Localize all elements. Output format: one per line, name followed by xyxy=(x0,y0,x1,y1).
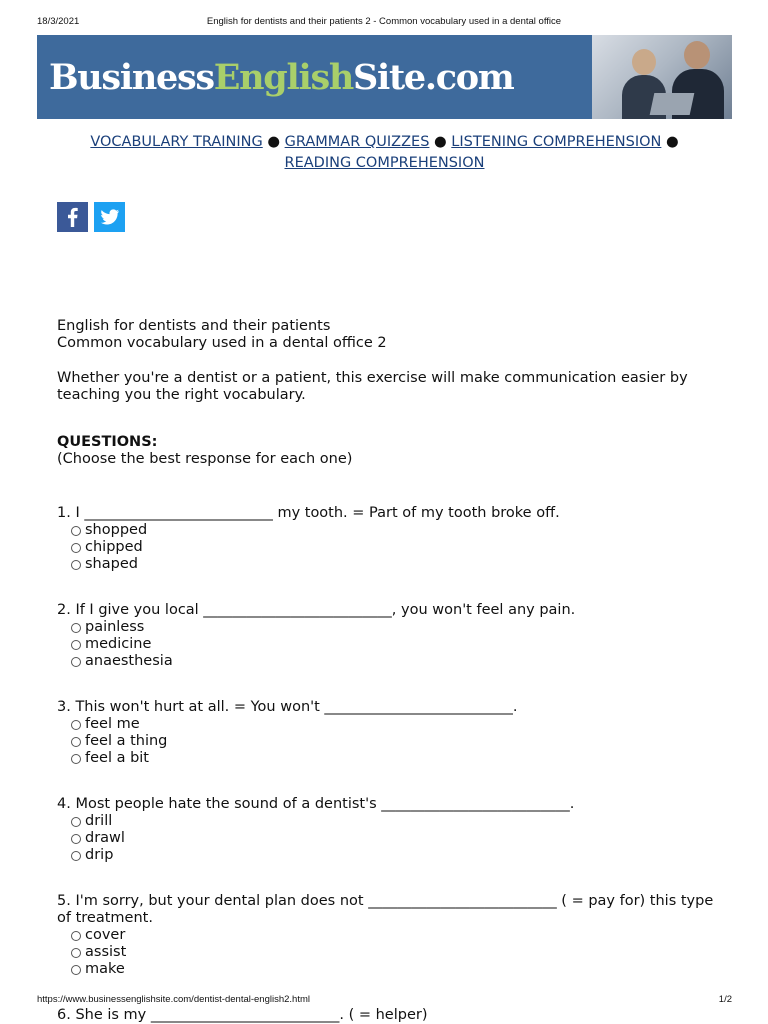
question-6 xyxy=(57,1007,727,1024)
radio-button[interactable] xyxy=(71,851,81,861)
question-text: 4. Most people hate the sound of a dentist's __________________________. xyxy=(57,796,575,812)
article-intro: Whether you're a dentist or a patient, this exercise will make communication easier by teaching you the right vocabulary. xyxy=(57,370,688,403)
facebook-icon xyxy=(57,202,88,232)
option-label: feel a thing xyxy=(85,733,168,749)
question-5 xyxy=(57,893,727,978)
logo-business: Business xyxy=(49,57,214,98)
option-label: assist xyxy=(85,944,127,960)
option-label: anaesthesia xyxy=(85,653,173,669)
print-url: https://www.businessenglishsite.com/dentist-dental-english2.html xyxy=(37,994,310,1005)
nav-link-grammar-quizzes[interactable]: GRAMMAR QUIZZES xyxy=(284,134,430,150)
answer-option[interactable] xyxy=(57,636,727,653)
question-list xyxy=(57,505,727,1024)
logo-site: Site.com xyxy=(353,57,514,98)
question-text: 1. I __________________________ my tooth. = Part of my tooth broke off. xyxy=(57,505,560,521)
print-document-title: English for dentists and their patients 2 - Common vocabulary used in a dental office xyxy=(206,16,562,27)
banner-photo xyxy=(592,35,732,119)
question-text: 5. I'm sorry, but your dental plan does not __________________________ ( = pay for) this type of treatment. xyxy=(57,893,714,926)
nav-link-reading-comprehension[interactable]: READING COMPREHENSION xyxy=(284,155,485,171)
option-label: feel me xyxy=(85,716,140,732)
answer-option[interactable] xyxy=(57,733,727,750)
radio-button[interactable] xyxy=(71,543,81,553)
print-date: 18/3/2021 xyxy=(37,16,80,27)
option-label: shopped xyxy=(85,522,148,538)
option-label: chipped xyxy=(85,539,143,555)
print-page-number: 1/2 xyxy=(718,994,732,1005)
answer-option[interactable] xyxy=(57,961,727,978)
radio-button[interactable] xyxy=(71,754,81,764)
answer-option[interactable] xyxy=(57,750,727,767)
answer-option[interactable] xyxy=(57,944,727,961)
radio-button[interactable] xyxy=(71,640,81,650)
logo-english: English xyxy=(213,57,354,98)
question-1 xyxy=(57,505,727,573)
question-3 xyxy=(57,699,727,767)
question-text: 6. She is my __________________________. ( = helper) xyxy=(57,1007,428,1023)
answer-option[interactable] xyxy=(57,927,727,944)
option-label: painless xyxy=(85,619,145,635)
option-label: make xyxy=(85,961,125,977)
question-4 xyxy=(57,796,727,864)
answer-option[interactable] xyxy=(57,830,727,847)
answer-option[interactable] xyxy=(57,522,727,539)
nav-separator: ● xyxy=(434,134,447,150)
article-title-line-2: Common vocabulary used in a dental office 2 xyxy=(57,335,387,351)
answer-option[interactable] xyxy=(57,556,727,573)
site-banner[interactable] xyxy=(37,35,732,119)
option-label: drip xyxy=(85,847,114,863)
radio-button[interactable] xyxy=(71,965,81,975)
option-label: drawl xyxy=(85,830,125,846)
nav-separator: ● xyxy=(267,134,280,150)
radio-button[interactable] xyxy=(71,623,81,633)
answer-option[interactable] xyxy=(57,619,727,636)
question-text: 2. If I give you local __________________________, you won't feel any pain. xyxy=(57,602,576,618)
nav-link-listening-comprehension[interactable]: LISTENING COMPREHENSION xyxy=(451,134,662,150)
option-label: cover xyxy=(85,927,126,943)
questions-instructions: (Choose the best response for each one) xyxy=(57,451,353,467)
option-label: drill xyxy=(85,813,113,829)
nav-link-vocabulary-training[interactable]: VOCABULARY TRAINING xyxy=(90,134,263,150)
nav-separator: ● xyxy=(665,134,679,150)
questions-heading: QUESTIONS: xyxy=(57,434,158,450)
answer-option[interactable] xyxy=(57,813,727,830)
radio-button[interactable] xyxy=(71,834,81,844)
article-content xyxy=(57,318,727,1024)
radio-button[interactable] xyxy=(71,948,81,958)
option-label: medicine xyxy=(85,636,152,652)
twitter-icon xyxy=(94,202,125,232)
radio-button[interactable] xyxy=(71,737,81,747)
radio-button[interactable] xyxy=(71,931,81,941)
option-label: feel a bit xyxy=(85,750,149,766)
main-nav xyxy=(37,132,732,174)
question-2 xyxy=(57,602,727,670)
answer-option[interactable] xyxy=(57,847,727,864)
radio-button[interactable] xyxy=(71,720,81,730)
radio-button[interactable] xyxy=(71,560,81,570)
option-label: shaped xyxy=(85,556,138,572)
radio-button[interactable] xyxy=(71,657,81,667)
answer-option[interactable] xyxy=(57,539,727,556)
question-text: 3. This won't hurt at all. = You won't __________________________. xyxy=(57,699,518,715)
facebook-share-button[interactable] xyxy=(57,202,88,232)
article-title-line-1: English for dentists and their patients xyxy=(57,318,331,334)
radio-button[interactable] xyxy=(71,817,81,827)
radio-button[interactable] xyxy=(71,526,81,536)
answer-option[interactable] xyxy=(57,653,727,670)
answer-option[interactable] xyxy=(57,716,727,733)
twitter-share-button[interactable] xyxy=(94,202,125,232)
site-logo[interactable] xyxy=(49,57,514,98)
